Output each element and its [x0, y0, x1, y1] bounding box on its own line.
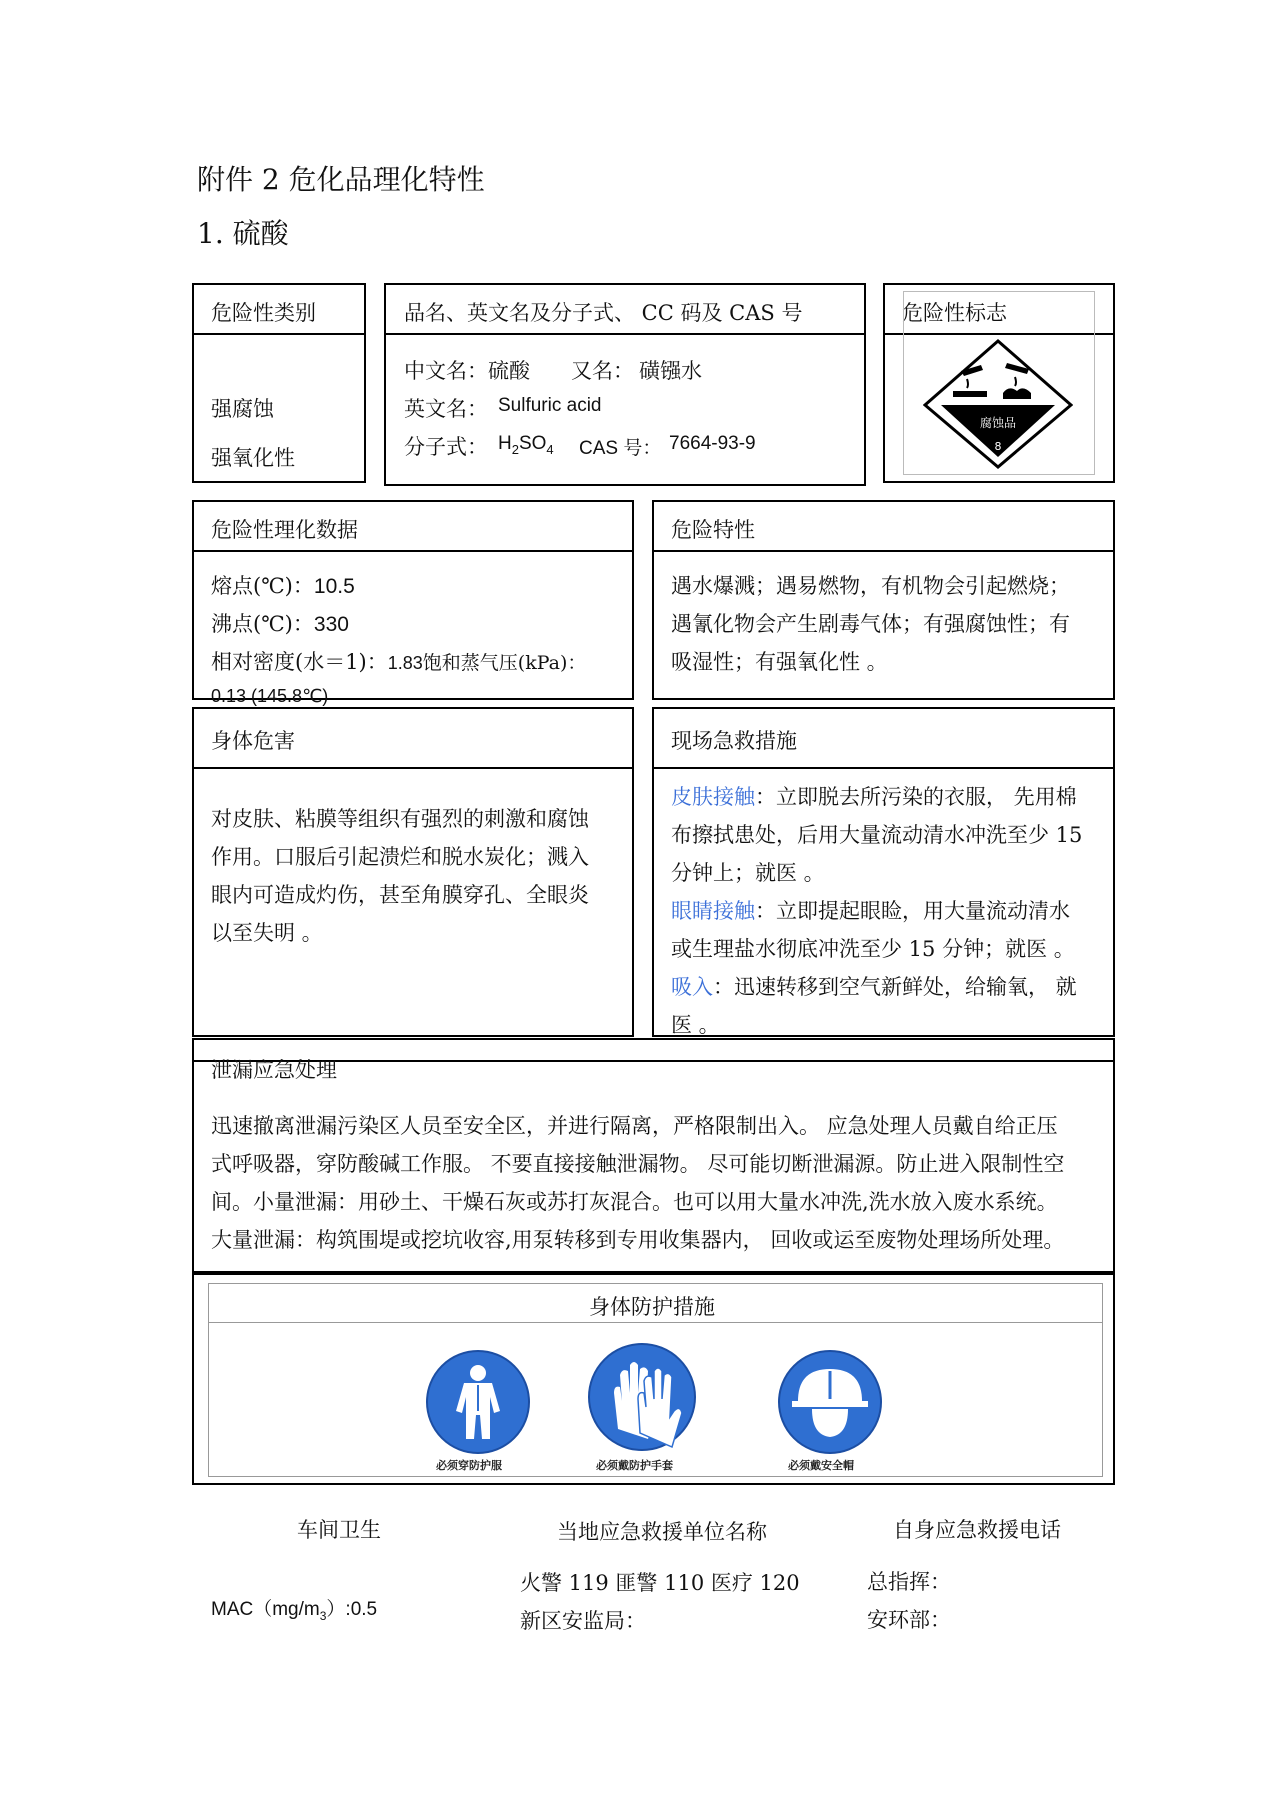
ppe-sign-helmet	[772, 1349, 888, 1475]
local-rescue-header: 当地应急救援单位名称	[557, 1520, 767, 1544]
doc-title: 附件 2 危化品理化特性	[197, 163, 485, 196]
formula-so-sub: 4	[546, 441, 554, 457]
spill-response-header: 泄漏应急处理	[211, 1058, 337, 1082]
protective-suit-icon	[420, 1349, 536, 1455]
mac-number: ）:0.5	[326, 1599, 378, 1620]
vapor-label: 饱和蒸气压(kPa)：	[422, 652, 587, 674]
hazard-characteristics-cell	[652, 500, 1115, 700]
first-aid-line: 分钟上；就医 。	[671, 861, 825, 885]
safety-dept-contact: 安环部：	[867, 1608, 951, 1632]
workshop-hygiene-header: 车间卫生	[297, 1518, 381, 1542]
hazard-class-item: 强氧化性	[211, 446, 295, 470]
emergency-numbers: 火警 119 匪警 110 医疗 120	[520, 1571, 800, 1595]
ppe-caption: 必须穿防护服	[436, 1459, 502, 1472]
boiling-point-value: 330	[313, 613, 349, 636]
formula-h: H	[498, 433, 512, 454]
doc-subtitle: 1. 硫酸	[197, 217, 289, 250]
drip-left	[967, 379, 968, 388]
formula-so: SO	[518, 433, 547, 454]
corrosive-class: 8	[994, 440, 1002, 453]
melting-point-label: 熔点(℃)：	[211, 574, 314, 598]
density-vapor	[211, 646, 586, 676]
drip-right	[1015, 377, 1016, 386]
spill-line: 大量泄漏：构筑围堤或挖坑收容,用泵转移到专用收集器内， 回收或运至废物处理场所处理。	[211, 1228, 1065, 1252]
vapor-value: 0.13 (145.8℃)	[211, 686, 329, 706]
hazard-class-header: 危险性类别	[211, 301, 316, 325]
mac-value	[211, 1594, 377, 1623]
formula-h-sub: 2	[511, 441, 519, 457]
health-hazard-header: 身体危害	[211, 729, 295, 753]
boiling-point	[211, 608, 349, 638]
formula	[498, 433, 554, 457]
health-line: 以至失明 。	[211, 921, 323, 945]
identification-cell	[384, 283, 866, 486]
spill-line: 间。小量泄漏：用砂土、干燥石灰或苏打灰混合。也可以用大量水冲洗,洗水放入废水系统。	[211, 1190, 1058, 1214]
protective-gloves-icon	[584, 1341, 700, 1453]
melting-point-value: 10.5	[313, 575, 355, 598]
skin-contact-text: ：立即脱去所污染的衣服， 先用棉	[755, 785, 1077, 809]
surface-plate	[953, 391, 987, 397]
health-hazard-cell	[192, 707, 634, 1037]
ppe-sign-gloves	[584, 1341, 700, 1475]
hazard-sign-header: 危险性标志	[902, 301, 1007, 325]
hazard-line: 遇水爆溅；遇易燃物，有机物会引起燃烧；	[671, 574, 1070, 598]
cas-label: CAS 号：	[579, 438, 662, 459]
hazard-class-item: 强腐蚀	[211, 397, 274, 421]
inhalation-text: ：迅速转移到空气新鲜处，给输氧， 就	[713, 975, 1077, 999]
corrosive-label: 腐蚀品	[979, 416, 1017, 430]
formula-label: 分子式：	[404, 435, 488, 459]
skin-contact-label: 皮肤接触	[671, 785, 755, 809]
commander-contact: 总指挥：	[867, 1570, 951, 1594]
inhalation-label: 吸入	[671, 975, 713, 999]
alias-label: 又名：	[571, 359, 634, 383]
identification-header: 品名、英文名及分子式、 CC 码及 CAS 号	[404, 301, 803, 325]
hazard-line: 遇氰化物会产生剧毒气体；有强腐蚀性；有	[671, 612, 1070, 636]
hazard-line: 吸湿性；有强氧化性 。	[671, 650, 888, 674]
first-aid-line: 医 。	[671, 1013, 720, 1037]
health-line: 眼内可造成灼伤，甚至角膜穿孔、全眼炎	[211, 883, 589, 907]
density-value: 1.83	[387, 653, 423, 673]
mac-label: MAC（mg/m	[211, 1599, 320, 1620]
eye-contact-text: ：立即提起眼睑，用大量流动清水	[755, 899, 1070, 923]
hazard-class-cell	[192, 283, 366, 483]
first-aid-line: 布擦拭患处，后用大量流动清水冲洗至少 15	[671, 823, 1083, 847]
hazard-sign-cell	[883, 283, 1115, 483]
spill-line: 式呼吸器，穿防酸碱工作服。 不要直接接触泄漏物。 尽可能切断泄漏源。防止进入限制性空	[211, 1152, 1065, 1176]
health-line: 对皮肤、粘膜等组织有强烈的刺激和腐蚀	[211, 807, 589, 831]
boiling-point-label: 沸点(℃)：	[211, 612, 314, 636]
safety-bureau: 新区安监局：	[520, 1609, 646, 1633]
english-name-label: 英文名：	[404, 397, 488, 421]
cas-value: 7664-93-9	[669, 433, 756, 454]
safety-helmet-icon	[772, 1349, 888, 1455]
corrosive-hazard-sign	[923, 339, 1073, 469]
melting-point	[211, 570, 355, 600]
health-line: 作用。口服后引起溃烂和脱水炭化；溅入	[211, 845, 589, 869]
spill-response-cell	[192, 1038, 1115, 1273]
physchem-header: 危险性理化数据	[211, 518, 358, 542]
self-rescue-phone-header: 自身应急救援电话	[893, 1518, 1061, 1542]
ppe-caption: 必须戴安全帽	[788, 1459, 854, 1472]
first-aid-header: 现场急救措施	[671, 729, 797, 753]
first-aid-line: 或生理盐水彻底冲洗至少 15 分钟；就医 。	[671, 937, 1075, 961]
inhalation-line	[671, 971, 1077, 1001]
skin-contact-line	[671, 781, 1077, 811]
ppe-header: 身体防护措施	[589, 1295, 715, 1319]
ppe-sign-suit	[420, 1349, 536, 1475]
physchem-cell	[192, 500, 634, 706]
chinese-name: 中文名：硫酸	[404, 359, 530, 383]
ppe-cell	[192, 1273, 1115, 1485]
spill-line: 迅速撤离泄漏污染区人员至安全区，并进行隔离，严格限制出入。 应急处理人员戴自给正压	[211, 1114, 1058, 1138]
first-aid-cell	[652, 707, 1115, 1037]
density-label: 相对密度(水＝1)：	[211, 650, 388, 674]
english-name-value: Sulfuric acid	[498, 395, 602, 416]
eye-contact-label: 眼睛接触	[671, 899, 755, 923]
hazard-characteristics-header: 危险特性	[671, 518, 755, 542]
alias-value: 磺镪水	[639, 359, 702, 383]
ppe-caption: 必须戴防护手套	[596, 1459, 673, 1472]
mac-unit-sub: 3	[319, 1608, 327, 1623]
eye-contact-line	[671, 895, 1070, 925]
